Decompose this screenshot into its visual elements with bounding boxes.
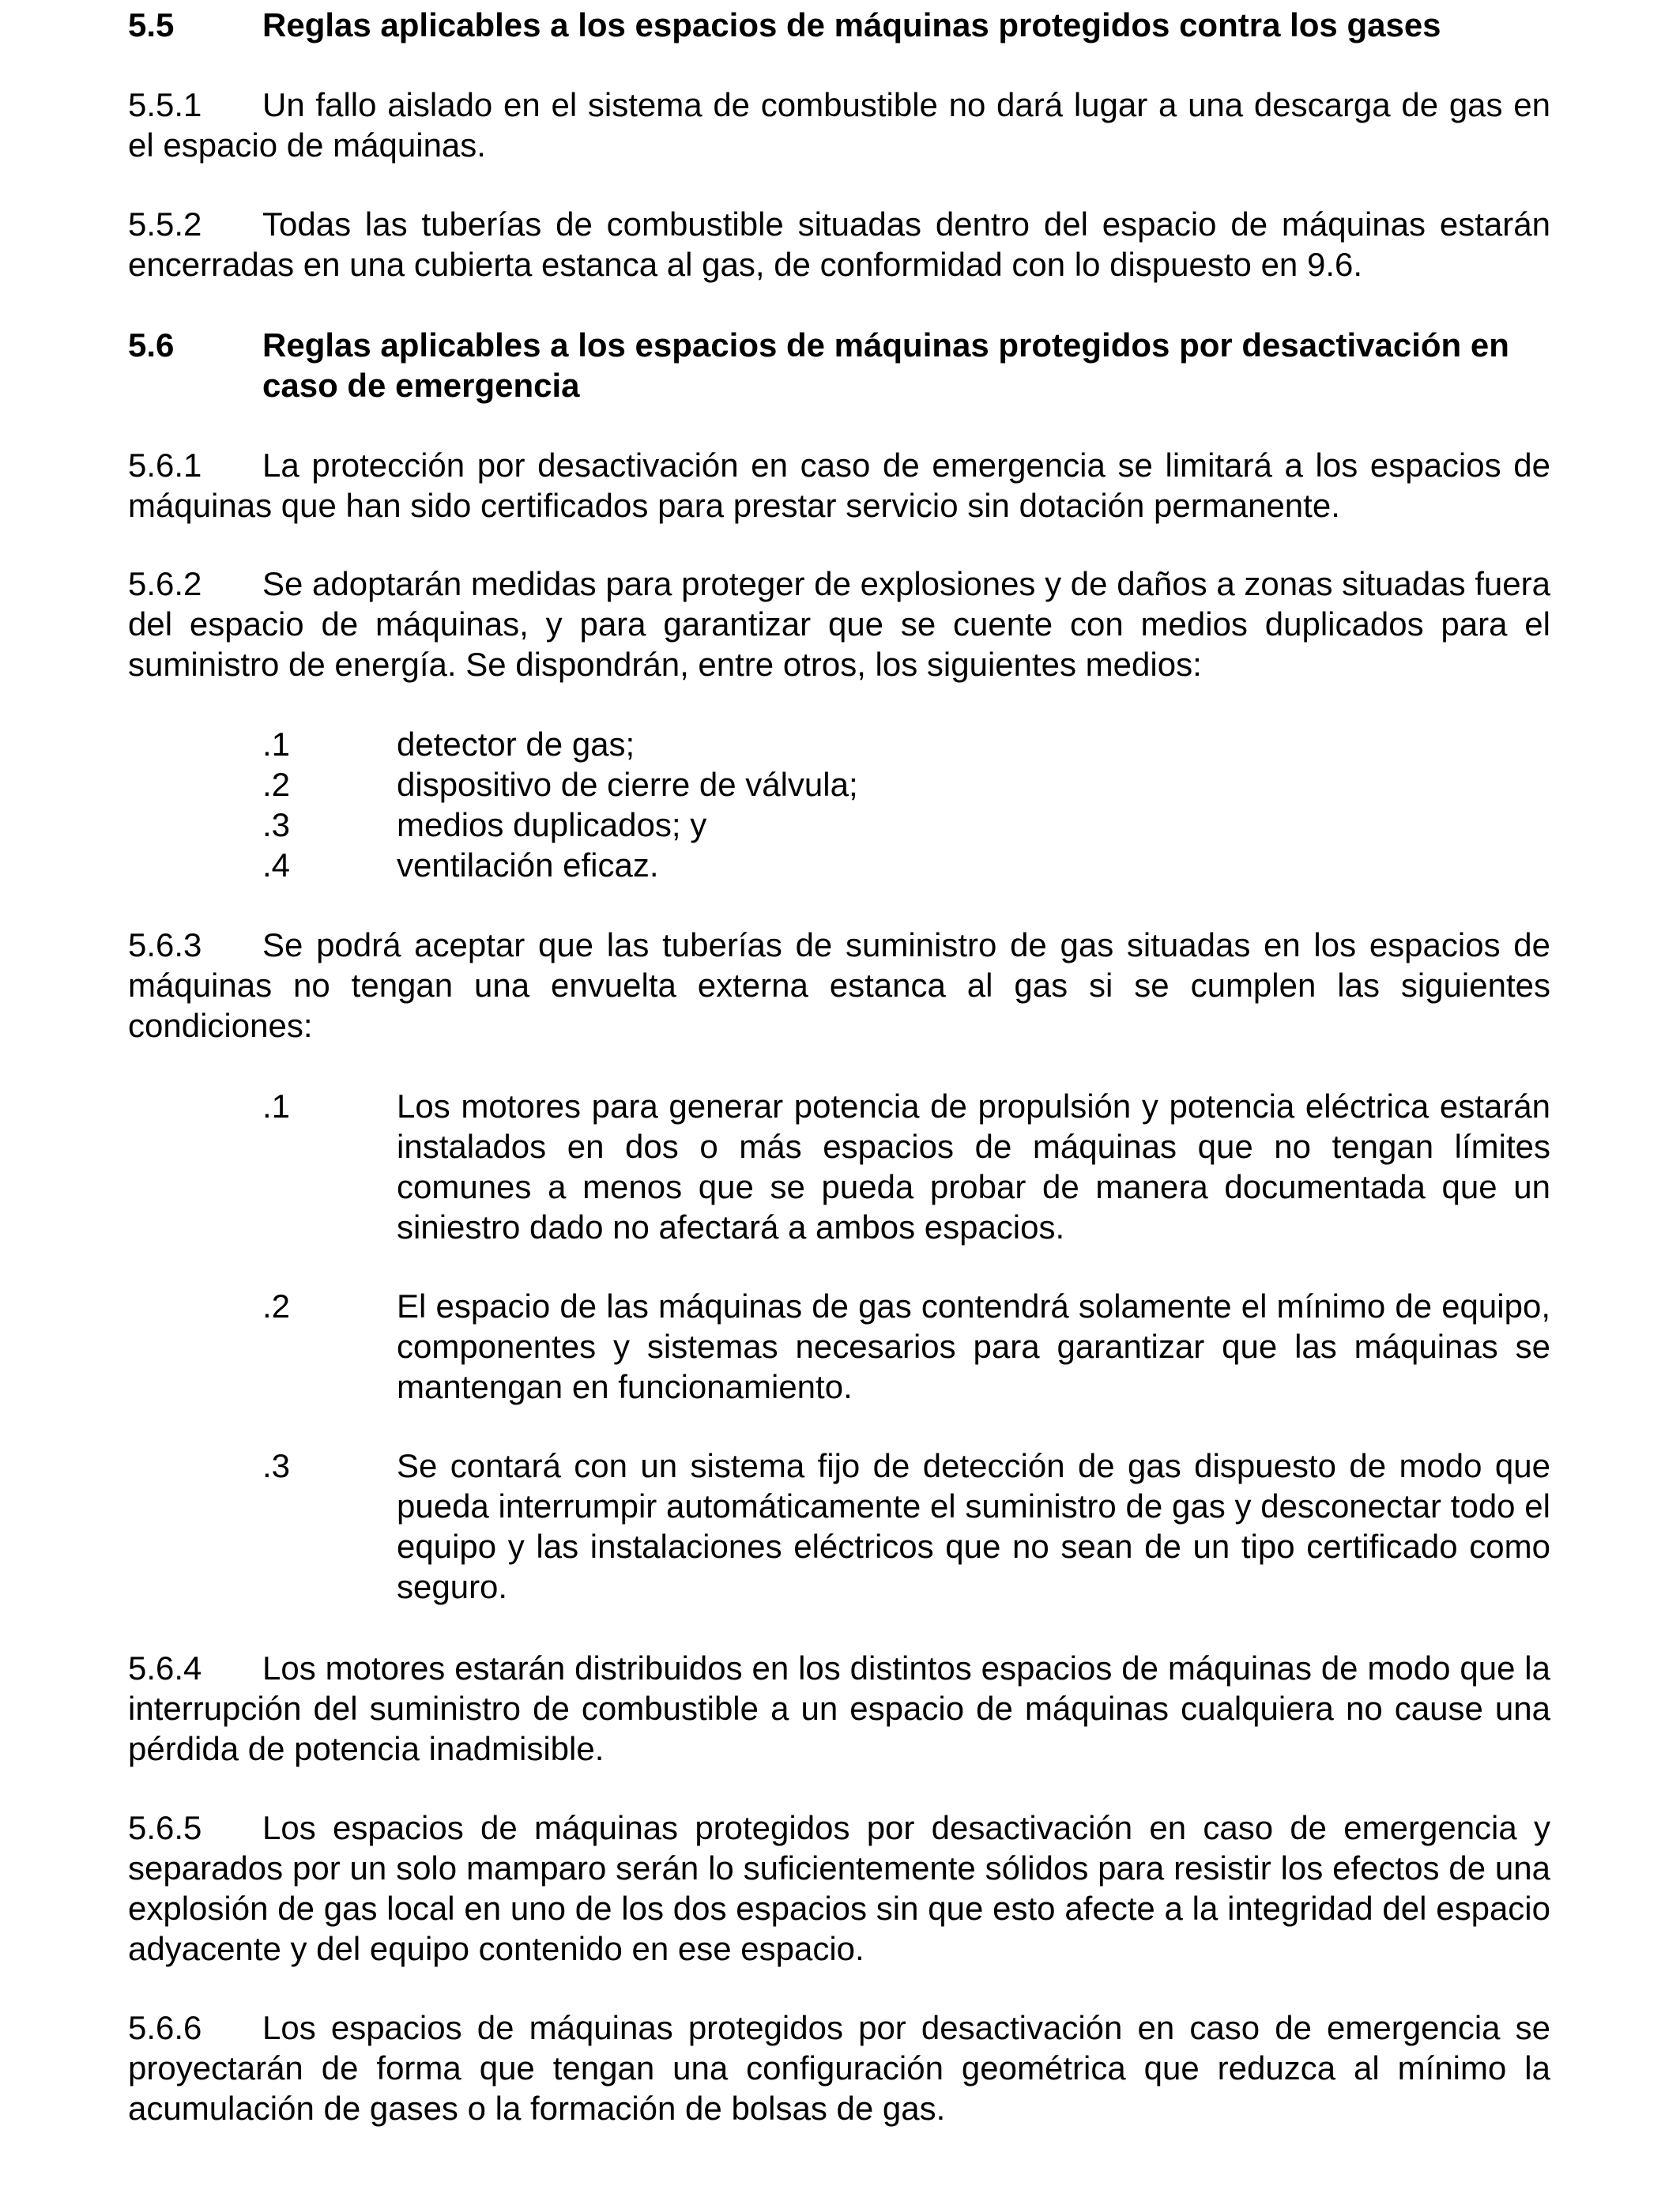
- paragraph-number: 5.6.2: [128, 565, 202, 602]
- list-item-number: .1: [262, 726, 291, 763]
- list-item-number: .3: [262, 1447, 291, 1484]
- paragraph-text: Todas las tuberías de combustible situadas dentro del espacio de máquinas estarán encerradas en una cubierta estanca al gas, de conformidad con lo dispuesto en 9.6.: [128, 205, 1550, 283]
- list-item-text: ventilación eficaz.: [397, 846, 659, 884]
- paragraph-text: Se podrá aceptar que las tuberías de suministro de gas situadas en los espacios de máquinas no tengan una envuelta externa estanca al gas si se cumplen las siguientes condiciones:: [128, 926, 1550, 1044]
- list-item-text: dispositivo de cierre de válvula;: [397, 766, 858, 803]
- paragraph-text: Los motores estarán distribuidos en los distintos espacios de máquinas de modo que la interrupción del suministro de combustible a un espacio de máquinas cualquiera no cause una pérdida de potencia inadmisible.: [128, 1649, 1550, 1767]
- paragraph-number: 5.6.5: [128, 1809, 202, 1846]
- paragraph-text: Se adoptarán medidas para proteger de explosiones y de daños a zonas situadas fuera del espacio de máquinas, y para garantizar que se cuente con medios duplicados para el suministro de energía. Se dispondrán, entre otros, los siguientes medios:: [128, 565, 1550, 683]
- section-number: 5.6: [128, 326, 175, 364]
- list-item-number: .1: [262, 1088, 291, 1125]
- section-heading-5-6: [128, 325, 1550, 405]
- list-item: [128, 764, 1550, 805]
- list-item-number: .2: [262, 1287, 291, 1325]
- section-title: Reglas aplicables a los espacios de máquinas protegidos contra los gases: [262, 6, 1441, 43]
- paragraph-text: Los espacios de máquinas protegidos por desactivación en caso de emergencia se proyectarán de forma que tengan una configuración geométrica que reduzca al mínimo la acumulación de gases o la formación de bolsas de gas.: [128, 2009, 1550, 2127]
- section-heading-5-5: [128, 5, 1550, 45]
- list-item: [128, 845, 1550, 885]
- list-5-6-2: [128, 724, 1550, 885]
- paragraph-text: Un fallo aislado en el sistema de combustible no dará lugar a una descarga de gas en el espacio de máquinas.: [128, 86, 1550, 164]
- paragraph-number: 5.5.2: [128, 205, 202, 243]
- list-item-text: Se contará con un sistema fijo de detección de gas dispuesto de modo que pueda interrumpir automáticamente el suministro de gas y desconectar todo el equipo y las instalaciones eléctricos que no sean de un tipo certificado como seguro.: [397, 1447, 1550, 1605]
- list-item-text: El espacio de las máquinas de gas contendrá solamente el mínimo de equipo, componentes y sistemas necesarios para garantizar que las máquinas se mantengan en funcionamiento.: [397, 1287, 1550, 1405]
- list-item: [128, 1286, 1550, 1407]
- list-item-text: Los motores para generar potencia de propulsión y potencia eléctrica estarán instalados en dos o más espacios de máquinas que no tengan límites comunes a menos que se pueda probar de manera documentada que un siniestro dado no afectará a ambos espacios.: [397, 1088, 1550, 1246]
- paragraph-5-6-1: [128, 445, 1550, 526]
- paragraph-5-6-3: [128, 925, 1550, 1046]
- paragraph-number: 5.6.3: [128, 926, 202, 963]
- list-item: [128, 1446, 1550, 1607]
- paragraph-number: 5.6.1: [128, 447, 202, 484]
- paragraph-number: 5.6.4: [128, 1649, 202, 1687]
- paragraph-5-6-6: [128, 2007, 1550, 2128]
- paragraph-5-6-2: [128, 564, 1550, 684]
- paragraph-5-5-1: [128, 85, 1550, 165]
- list-item-text: medios duplicados; y: [397, 806, 707, 843]
- list-item: [128, 1086, 1550, 1247]
- list-item-text: detector de gas;: [397, 726, 635, 763]
- list-item: [128, 724, 1550, 764]
- paragraph-5-6-5: [128, 1808, 1550, 1969]
- paragraph-text: Los espacios de máquinas protegidos por desactivación en caso de emergencia y separados por un solo mamparo serán lo suficientemente sólidos para resistir los efectos de una explosión de gas local en uno de los dos espacios sin que esto afecte a la integridad del espacio adyacente y del equipo contenido en ese espacio.: [128, 1809, 1550, 1967]
- paragraph-text: La protección por desactivación en caso de emergencia se limitará a los espacios de máquinas que han sido certificados para prestar servicio sin dotación permanente.: [128, 447, 1550, 524]
- paragraph-5-5-2: [128, 204, 1550, 285]
- paragraph-number: 5.5.1: [128, 86, 202, 123]
- list-item: [128, 805, 1550, 845]
- paragraph-5-6-4: [128, 1648, 1550, 1769]
- section-title: Reglas aplicables a los espacios de máquinas protegidos por desactivación en caso de emergencia: [262, 326, 1509, 404]
- list-item-number: .2: [262, 766, 291, 803]
- list-item-number: .4: [262, 846, 291, 884]
- paragraph-number: 5.6.6: [128, 2009, 202, 2046]
- section-number: 5.5: [128, 6, 175, 43]
- list-item-number: .3: [262, 806, 291, 843]
